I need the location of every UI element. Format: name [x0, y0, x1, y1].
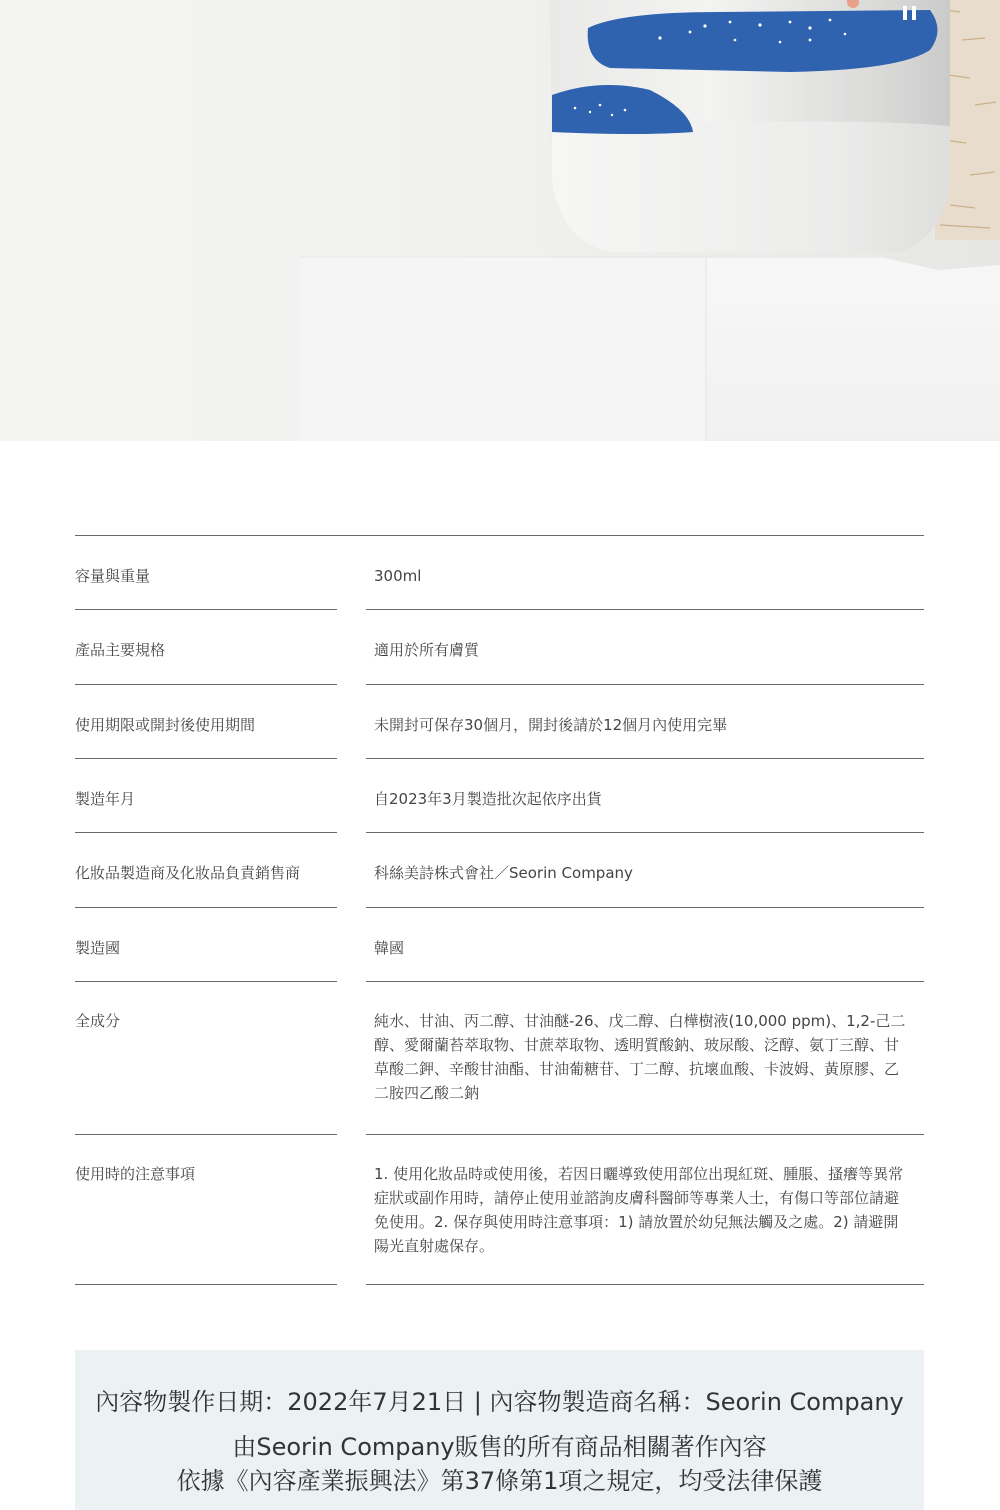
spec-label: 化妝品製造商及化妝品負責銷售商 [75, 833, 337, 908]
spec-row-precautions [75, 1135, 924, 1285]
spec-value: 適用於所有膚質 [366, 610, 924, 685]
spec-row-capacity [75, 536, 924, 610]
spec-label: 製造年月 [75, 759, 337, 833]
copyright-notice [75, 1350, 924, 1510]
spec-value: 300ml [366, 536, 924, 610]
spec-label: 容量與重量 [75, 536, 337, 610]
notice-legal-line: 依據《內容產業振興法》第37條第1項之規定，均受法律保護 [176, 1467, 823, 1495]
spec-row-manufacture-date [75, 759, 924, 833]
spec-row-expiry [75, 685, 924, 759]
spec-value: 未開封可保存30個月，開封後請於12個月內使用完畢 [366, 685, 924, 759]
spec-value: 自2023年3月製造批次起依序出貨 [366, 759, 924, 833]
spec-label: 產品主要規格 [75, 610, 337, 685]
spec-value: 科絲美詩株式會社／Seorin Company [366, 833, 924, 908]
product-photo [0, 0, 1000, 441]
product-spec-table [75, 535, 924, 1285]
spec-row-country [75, 908, 924, 982]
spec-row-manufacturer [75, 833, 924, 908]
spec-row-ingredients [75, 982, 924, 1135]
spec-label: 製造國 [75, 908, 337, 982]
spec-value: 1. 使用化妝品時或使用後，若因日曬導致使用部位出現紅斑、腫脹、搔癢等異常症狀或副作用時，請停止使用並諮詢皮膚科醫師等專業人士，有傷口等部位請避免使用。2. 保存與使用時注意事項：1) 請放置於幼兒無法觸及之處。2) 請避開陽光直射處保存。 [366, 1135, 924, 1285]
notice-copyright-line: 由Seorin Company販售的所有商品相關著作內容 [232, 1433, 767, 1461]
product-photo-illustration [0, 0, 1000, 441]
spec-value: 韓國 [366, 908, 924, 982]
spec-label: 使用期限或開封後使用期間 [75, 685, 337, 759]
spec-row-main-spec [75, 610, 924, 685]
notice-content-info: 內容物製作日期：2022年7月21日 | 內容物製造商名稱：Seorin Company [95, 1388, 904, 1416]
spec-value: 純水、甘油、丙二醇、甘油醚-26、戊二醇、白樺樹液(10,000 ppm)、1,2-己二醇、愛爾蘭苔萃取物、甘蔗萃取物、透明質酸鈉、玻尿酸、泛醇、氨丁三醇、甘草酸二鉀、辛酸甘油酯、甘油葡糖苷、丁二醇、抗壞血酸、卡波姆、黃原膠、乙二胺四乙酸二鈉 [366, 982, 924, 1135]
spec-label: 全成分 [75, 982, 337, 1135]
spec-label: 使用時的注意事項 [75, 1135, 337, 1285]
